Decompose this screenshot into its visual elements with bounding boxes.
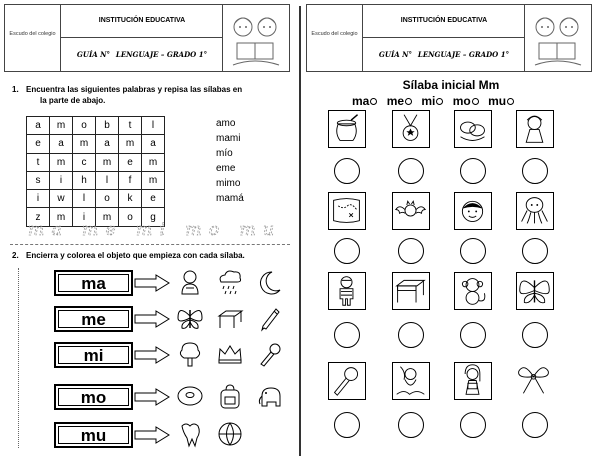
grid-cell[interactable]: s — [27, 171, 50, 189]
grid-cell[interactable]: e — [119, 153, 142, 171]
instruction-1-number: 1. — [12, 85, 19, 94]
answer-circle[interactable] — [334, 412, 360, 438]
honey-pot-picture[interactable] — [328, 110, 366, 148]
boy-face-picture[interactable] — [454, 192, 492, 230]
grid-cell[interactable]: m — [50, 117, 73, 135]
desk-icon — [393, 273, 428, 308]
syllable-label: mi — [58, 346, 129, 364]
medal-picture[interactable] — [392, 110, 430, 148]
instruction-1-line1: Encuentra las siguientes palabras y repisa las sílabas en — [26, 85, 243, 94]
answer-circle[interactable] — [398, 322, 424, 348]
grid-cell[interactable]: c — [73, 153, 96, 171]
mummy-icon — [329, 273, 364, 308]
backpack-icon[interactable] — [216, 382, 244, 410]
section-separator — [10, 244, 290, 245]
grid-cell[interactable]: a — [50, 135, 73, 153]
grid-cell[interactable]: e — [142, 190, 165, 208]
doll-picture[interactable] — [516, 110, 554, 148]
crown-icon[interactable] — [216, 340, 244, 368]
grid-cell[interactable]: m — [96, 153, 119, 171]
donut-icon[interactable] — [176, 382, 204, 410]
grid-cell[interactable]: a — [27, 117, 50, 135]
grid-cell[interactable]: a — [96, 135, 119, 153]
grid-cell[interactable]: m — [73, 135, 96, 153]
microphone-icon — [329, 363, 364, 398]
butterfly-icon — [517, 273, 552, 308]
syllable-box-ma — [54, 270, 133, 296]
syllable-label: mo — [58, 388, 129, 406]
grid-cell[interactable]: l — [142, 117, 165, 135]
right-header — [306, 4, 592, 72]
grid-cell[interactable]: l — [96, 171, 119, 189]
grid-cell[interactable]: g — [142, 208, 165, 226]
bat-icon — [393, 193, 428, 228]
syllable-me: me — [387, 94, 412, 108]
bow-picture[interactable] — [516, 362, 554, 400]
school-crest-placeholder: Escudo del colegio — [307, 5, 363, 71]
guide-number: GUÍA N° — [378, 50, 413, 59]
mummy-picture[interactable] — [328, 272, 366, 310]
octopus-picture[interactable] — [516, 192, 554, 230]
microphone-icon[interactable] — [256, 340, 284, 368]
grid-row — [27, 153, 165, 171]
butterfly-picture[interactable] — [516, 272, 554, 310]
syllable-mi: mi — [421, 94, 443, 108]
answer-circle[interactable] — [334, 158, 360, 184]
word-list — [216, 116, 244, 206]
grid-cell[interactable]: z — [27, 208, 50, 226]
grid-cell[interactable]: m — [142, 171, 165, 189]
subject-grade: LENGUAJE – GRADO 1° — [417, 50, 510, 59]
word-search-grid — [26, 116, 165, 227]
tree-icon[interactable] — [176, 340, 204, 368]
cursive-syllables-trace — [28, 220, 274, 240]
microphone-picture[interactable] — [328, 362, 366, 400]
grid-row — [27, 190, 165, 208]
grid-row — [27, 117, 165, 135]
subject-grade: LENGUAJE – GRADO 1° — [115, 50, 208, 59]
grid-cell[interactable]: o — [119, 208, 142, 226]
page-divider — [299, 6, 301, 456]
syllable-box-me — [54, 306, 133, 332]
grid-cell[interactable]: f — [119, 171, 142, 189]
syllable-box-mu — [54, 422, 133, 448]
guide-subject — [363, 38, 525, 59]
answer-circle[interactable] — [460, 322, 486, 348]
ball-icon[interactable] — [216, 420, 244, 448]
dotted-guide-line — [18, 268, 19, 448]
elephant-icon[interactable] — [256, 382, 284, 410]
grid-cell[interactable]: h — [73, 171, 96, 189]
grid-cell[interactable]: b — [96, 117, 119, 135]
grid-cell[interactable]: a — [142, 135, 165, 153]
instruction-2-number: 2. — [12, 251, 19, 260]
school-crest-placeholder: Escudo del colegio — [5, 5, 61, 71]
guide-subject — [61, 38, 223, 59]
monkey-jungle-picture[interactable] — [392, 362, 430, 400]
kids-reading-icon — [223, 5, 289, 71]
instruction-2 — [12, 250, 245, 261]
grid-row — [27, 135, 165, 153]
left-header — [4, 4, 290, 72]
map-icon — [329, 193, 364, 228]
arrow-icon — [134, 346, 170, 364]
word-item: mami — [216, 133, 241, 144]
worksheet-title: Sílaba inicial Mm — [402, 78, 500, 92]
grid-cell[interactable]: o — [73, 117, 96, 135]
answer-circle[interactable] — [398, 412, 424, 438]
grid-cell[interactable]: l — [73, 190, 96, 208]
pencil-icon[interactable] — [256, 304, 284, 332]
monkey-picture[interactable] — [454, 272, 492, 310]
grid-cell[interactable]: i — [27, 190, 50, 208]
syllable-label: me — [58, 310, 129, 328]
syllable-box-mi — [54, 342, 133, 368]
header-middle — [363, 5, 525, 71]
monkey-icon — [393, 363, 428, 398]
girl-icon — [455, 363, 490, 398]
tooth-icon[interactable] — [176, 420, 204, 448]
answer-circle[interactable] — [522, 238, 548, 264]
answer-circle[interactable] — [398, 158, 424, 184]
cloud-rain-icon[interactable] — [216, 268, 244, 296]
map-picture[interactable] — [328, 192, 366, 230]
desk-picture[interactable] — [392, 272, 430, 310]
guide-number: GUÍA N° — [76, 50, 111, 59]
instruction-1 — [12, 84, 242, 106]
syllable-box-mo — [54, 384, 133, 410]
arrow-icon — [134, 426, 170, 444]
syllable-label: ma — [58, 274, 129, 292]
doll-icon — [517, 111, 552, 146]
grid-cell[interactable]: w — [50, 190, 73, 208]
word-item: eme — [216, 163, 236, 174]
instruction-1-line2: la parte de abajo. — [40, 96, 106, 105]
grid-cell[interactable]: t — [119, 117, 142, 135]
medal-icon — [393, 111, 428, 146]
nuts-picture[interactable] — [454, 110, 492, 148]
arrow-icon — [134, 388, 170, 406]
word-item: amo — [216, 118, 236, 129]
grid-cell[interactable]: o — [96, 190, 119, 208]
arrow-icon — [134, 310, 170, 328]
answer-circle[interactable] — [460, 238, 486, 264]
answer-circle[interactable] — [334, 238, 360, 264]
answer-circle[interactable] — [522, 412, 548, 438]
grid-cell[interactable]: k — [119, 190, 142, 208]
left-page — [0, 0, 298, 463]
table-icon[interactable] — [216, 304, 244, 332]
grid-cell[interactable]: i — [50, 171, 73, 189]
cursive-text: ma me mi mo mu — [28, 220, 274, 240]
grid-cell[interactable]: m — [50, 208, 73, 226]
right-page — [302, 0, 600, 463]
grid-cell[interactable]: m — [96, 208, 119, 226]
answer-circle[interactable] — [398, 238, 424, 264]
nuts-icon — [455, 111, 490, 146]
institution-name: INSTITUCIÓN EDUCATIVA — [61, 5, 223, 38]
answer-circle[interactable] — [522, 322, 548, 348]
answer-circle[interactable] — [460, 158, 486, 184]
syllable-ma: ma — [352, 94, 377, 108]
instruction-2-text: Encierra y colorea el objeto que empieza con cada sílaba. — [26, 251, 245, 260]
monkey-icon — [455, 273, 490, 308]
girl-picture[interactable] — [454, 362, 492, 400]
answer-circle[interactable] — [334, 322, 360, 348]
moon-icon[interactable] — [256, 268, 284, 296]
grid-row — [27, 171, 165, 189]
syllable-mo: mo — [453, 94, 479, 108]
grid-cell[interactable]: t — [27, 153, 50, 171]
word-item: mamá — [216, 193, 244, 204]
grid-cell[interactable]: m — [50, 153, 73, 171]
bow-icon — [516, 362, 551, 397]
kids-reading-icon — [525, 5, 591, 71]
grid-cell[interactable]: e — [27, 135, 50, 153]
grid-cell[interactable]: m — [142, 153, 165, 171]
word-item: mío — [216, 148, 233, 159]
honey-pot-icon — [329, 111, 364, 146]
baby-icon[interactable] — [176, 268, 204, 296]
syllable-mu: mu — [488, 94, 514, 108]
bat-picture[interactable] — [392, 192, 430, 230]
word-item: mimo — [216, 178, 241, 189]
grid-cell[interactable]: m — [119, 135, 142, 153]
grid-cell[interactable]: i — [73, 208, 96, 226]
syllable-label: mu — [58, 426, 129, 444]
arrow-icon — [134, 274, 170, 292]
butterfly-icon[interactable] — [176, 304, 204, 332]
answer-circle[interactable] — [460, 412, 486, 438]
header-middle — [61, 5, 223, 71]
institution-name: INSTITUCIÓN EDUCATIVA — [363, 5, 525, 38]
boy-face-icon — [455, 193, 490, 228]
octopus-icon — [517, 193, 552, 228]
syllable-row — [352, 94, 520, 108]
answer-circle[interactable] — [522, 158, 548, 184]
